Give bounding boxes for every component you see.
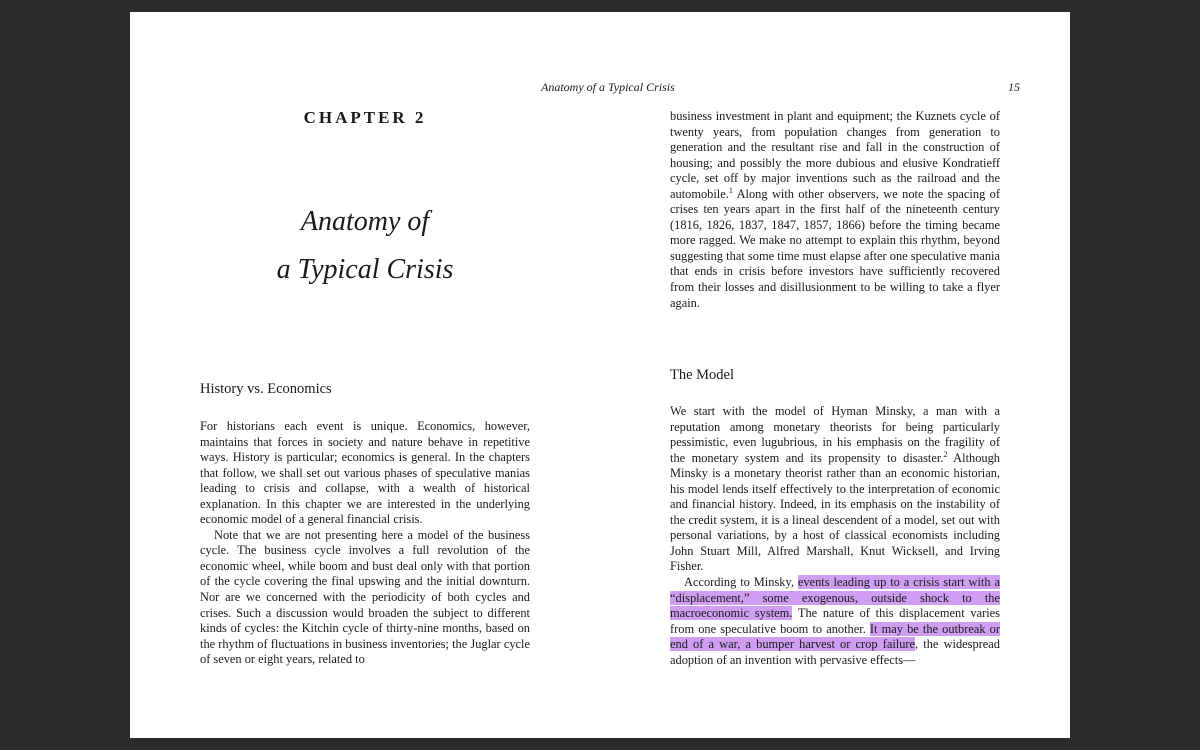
paragraph bbox=[670, 575, 1000, 668]
running-head: Anatomy of a Typical Crisis bbox=[541, 80, 675, 94]
highlighted-text[interactable]: events leading up to a crisis start with a “displacement,” some exogenous, outside shock to the macroeconomic system. bbox=[670, 575, 1000, 621]
text-run: , the widespread adoption of an invention with pervasive effects— bbox=[670, 637, 1000, 667]
highlighted-text[interactable]: It may be the outbreak or end of a war, a bumper harvest or crop failure bbox=[670, 621, 1000, 652]
left-body-text bbox=[200, 419, 530, 668]
left-page bbox=[130, 12, 600, 738]
section-heading-history: History vs. Economics bbox=[200, 381, 332, 397]
right-body-text-top bbox=[670, 109, 1000, 311]
text-run: The nature of this displacement varies from one speculative boom to another. bbox=[670, 606, 1000, 636]
paragraph: Note that we are not presenting here a model of the business cycle. The business cycle involves a full revolution of the economic wheel, while boom and bust deal only with that portion of the cycle covering the final upswing and the initial downturn. Nor are we concerned with the periodicity of both cycles and crises. Such a discussion would broaden the subject to different kinds of cycles: the Kitchin cycle of thirty-nine months, based on the rhythm of fluctuations in business inventories; the Juglar cycle of seven or eight years, related to bbox=[200, 527, 530, 667]
text-run: According to Minsky, bbox=[684, 575, 798, 590]
text-run: Although Minsky is a monetary theorist rather than an economic historian, his model lends itself effectively to the interpretation of economic and financial history. Indeed, in its emphasis on the instability of the credit system, it is a lineal descendent of a model, set out with personal variations, by a host of classical economists including John Stuart Mill, Alfred Marshall, Knut Wicksell, and Irving Fisher. bbox=[670, 450, 1000, 574]
chapter-title bbox=[130, 198, 600, 294]
text-run: We start with the model of Hyman Minsky, a man with a reputation among monetary theorists for being particularly pessimistic, even lugubrious, in his emphasis on the fragility of the monetary system and its propensity to disaster. bbox=[670, 404, 1000, 465]
page-number: 15 bbox=[1008, 80, 1020, 94]
chapter-label: CHAPTER 2 bbox=[303, 108, 427, 127]
chapter-title-line1: Anatomy of bbox=[300, 206, 430, 237]
paragraph: For historians each event is unique. Economics, however, maintains that forces in society and nature behave in repetitive ways. History is particular; economics is general. In the chapters that follow, we shall set out various phases of speculative manias leading to crisis and collapse, with a wealth of historical explanation. In this chapter we are interested in the underlying economic model of a general financial crisis. bbox=[200, 419, 530, 527]
right-body-text-model bbox=[670, 404, 1000, 668]
text-run: Along with other observers, we note the spacing of crises ten years apart in the first half of the nineteenth century (1816, 1826, 1837, 1847, 1857, 1866) before the timing became more ragged. We make no attempt to explain this rhythm, beyond suggesting that some time must elapse after one speculative mania that ends in crisis before investors have sufficiently recovered from their losses and disillusionment to be willing to take a flyer again. bbox=[670, 186, 1000, 310]
section-heading-model: The Model bbox=[670, 367, 735, 383]
footnote-ref[interactable]: 1 bbox=[728, 185, 733, 195]
text-run: business investment in plant and equipment; the Kuznets cycle of twenty years, from population changes from generation to generation and the resultant rise and fall in the construction of housing; and possibly the more dubious and elusive Kondratieff cycle, set off by major inventions such as the railroad and the automobile. bbox=[670, 109, 1000, 201]
footnote-ref[interactable]: 2 bbox=[943, 449, 948, 459]
paragraph bbox=[670, 109, 1000, 311]
chapter-title-line2: a Typical Crisis bbox=[276, 254, 454, 285]
paragraph bbox=[670, 404, 1000, 575]
